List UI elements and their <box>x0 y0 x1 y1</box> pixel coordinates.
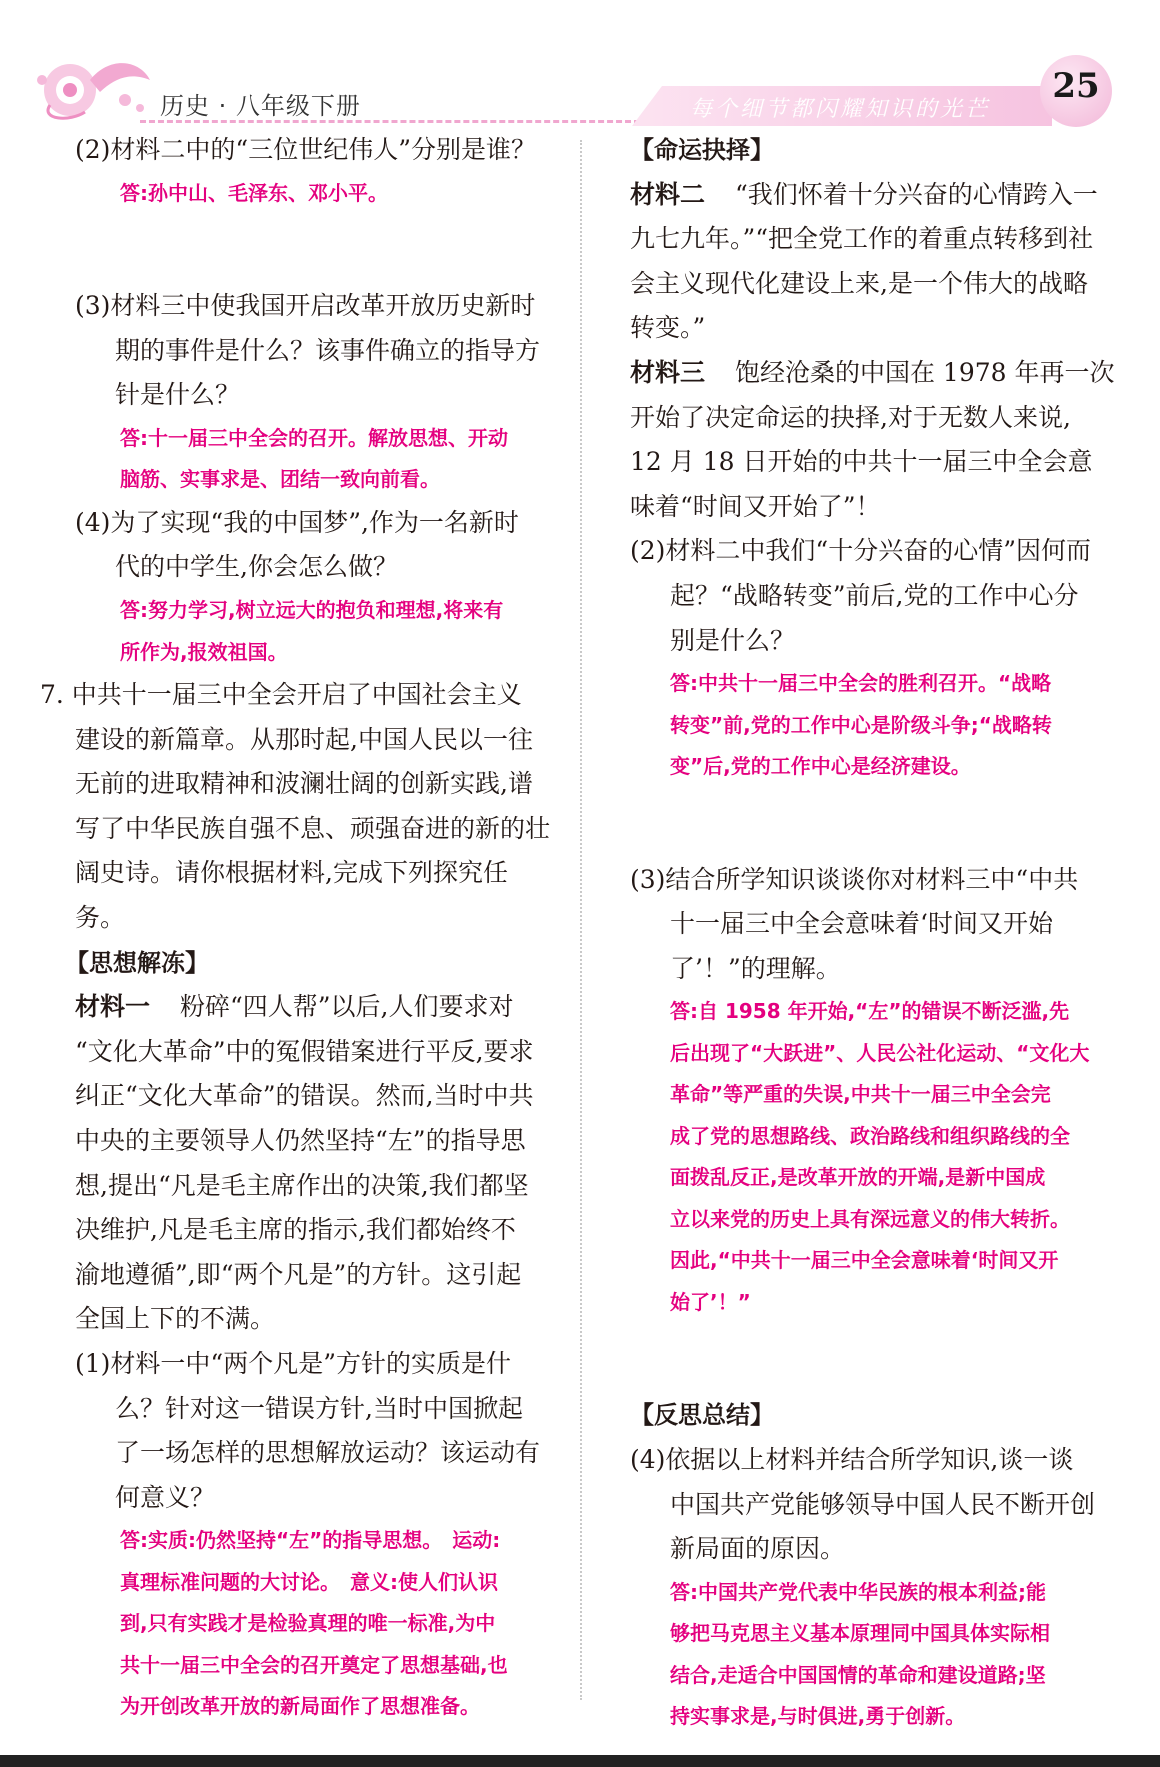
material-paragraph <box>40 985 560 1030</box>
material-text: “我们怀着十分兴奋的心情跨入一 <box>734 179 1098 209</box>
question-text: 写了中华民族自强不息、顽强奋进的新的壮 <box>75 813 551 843</box>
material-text: 开始了决定命运的抉择,对于无数人来说, <box>630 402 1071 432</box>
question-text: (3)材料三中使我国开启改革开放历史新时 <box>75 291 536 321</box>
column-divider <box>580 140 582 1700</box>
question-text: (2)材料二中的“三位世纪伟人”分别是谁？ <box>75 135 536 164</box>
answer-text: 成了党的思想路线、政治路线和组织路线的全 <box>670 1123 1070 1148</box>
question-text: 何意义？ <box>115 1482 216 1512</box>
material-text: 转变。” <box>630 313 706 343</box>
material-paragraph <box>630 351 1120 396</box>
section-title: 【反思总结】 <box>630 1401 774 1430</box>
answer-text: 答:中国共产党代表中华民族的根本利益;能 <box>670 1579 1046 1604</box>
question-text: (3)结合所学知识谈谈你对材料三中“中共 <box>630 864 1079 894</box>
answer-text: 结合,走适合中国国情的革命和建设道路;坚 <box>670 1662 1046 1687</box>
answer-text: 立以来党的历史上具有深远意义的伟大转折。 <box>670 1206 1070 1231</box>
question-text: (4)依据以上材料并结合所学知识,谈一谈 <box>630 1445 1074 1474</box>
answer-text: 脑筋、实事求是、团结一致向前看。 <box>120 467 440 492</box>
material-paragraph <box>630 173 1120 218</box>
answer-text: 变”后,党的工作中心是经济建设。 <box>670 754 971 779</box>
answer-text: 答:实质:仍然坚持“左”的指导思想。 运动: <box>120 1528 501 1553</box>
material-text: 纠正“文化大革命”的错误。然而,当时中共 <box>75 1081 534 1111</box>
question-text: 代的中学生,你会怎么做？ <box>115 552 398 582</box>
answer-text: 因此,“中共十一届三中全会意味着‘时间又开 <box>670 1248 1059 1273</box>
question-text: 新局面的原因。 <box>670 1534 846 1564</box>
answer-text: 革命”等严重的失误,中共十一届三中全会完 <box>670 1082 1051 1107</box>
answer-text: 答:孙中山、毛泽东、邓小平。 <box>120 180 388 205</box>
question-text: 么？针对这一错误方针,当时中国掀起 <box>115 1393 523 1423</box>
material-label: 材料三 <box>630 357 706 387</box>
page-header <box>0 0 1160 130</box>
answer-text: 持实事求是,与时俱进,勇于创新。 <box>670 1704 966 1729</box>
answer-text: 为开创改革开放的新局面作了思想准备。 <box>120 1694 480 1719</box>
answer-text: 转变”前,党的工作中心是阶级斗争;“战略转 <box>670 712 1052 737</box>
material-text: 味着“时间又开始了”！ <box>630 491 881 521</box>
book-label: 历史 · 八年级下册 <box>160 92 361 120</box>
right-column <box>630 128 1120 1738</box>
material-text: 12 月 18 日开始的中共十一届三中全会意 <box>630 447 1093 477</box>
material-text: 饱经沧桑的中国在 1978 年再一次 <box>734 357 1115 387</box>
answer-text: 够把马克思主义基本原理同中国具体实际相 <box>670 1621 1050 1646</box>
section-title: 【命运抉择】 <box>630 136 774 164</box>
question-text: 了一场怎样的思想解放运动？该运动有 <box>115 1438 541 1468</box>
question-text: 了’！”的理解。 <box>670 953 841 983</box>
answer-text: 所作为,报效祖国。 <box>120 639 288 664</box>
question-text: 别是什么？ <box>670 625 796 655</box>
material-text: “文化大革命”中的冤假错案进行平反,要求 <box>75 1036 534 1066</box>
material-text: 渝地遵循”,即“两个凡是”的方针。这引起 <box>75 1259 522 1289</box>
question-text: 7. 中共十一届三中全会开启了中国社会主义 <box>40 680 522 710</box>
question-text: 阔史诗。请你根据材料,完成下列探究任 <box>75 858 508 888</box>
bottom-bar <box>0 1755 1160 1767</box>
answer-text: 始了’！” <box>670 1289 751 1314</box>
material-label: 材料一 <box>75 992 151 1022</box>
answer-text: 答:努力学习,树立远大的抱负和理想,将来有 <box>120 598 504 623</box>
answer-text: 到,只有实践才是检验真理的唯一标准,为中 <box>120 1611 496 1636</box>
section-title: 【思想解冻】 <box>65 948 209 977</box>
material-text: 会主义现代化建设上来,是一个伟大的战略 <box>630 268 1088 298</box>
answer-text: 答:中共十一届三中全会的胜利召开。“战略 <box>670 671 1052 696</box>
question-text: 无前的进取精神和波澜壮阔的创新实践,谱 <box>75 769 533 799</box>
material-text: 中央的主要领导人仍然坚持“左”的指导思 <box>75 1126 526 1155</box>
material-text: 九七九年。”“把全党工作的着重点转移到社 <box>630 224 1094 254</box>
question-text: 起？“战略转变”前后,党的工作中心分 <box>670 580 1079 610</box>
left-column <box>40 128 560 1728</box>
answer-text: 面拨乱反正,是改革开放的开端,是新中国成 <box>670 1165 1046 1190</box>
answer-text: 答:自 1958 年开始,“左”的错误不断泛滥,先 <box>670 999 1070 1024</box>
material-text: 决维护,凡是毛主席的指示,我们都始终不 <box>75 1215 516 1245</box>
question-text: (4)为了实现“我的中国梦”,作为一名新时 <box>75 507 519 537</box>
answer-text: 后出现了“大跃进”、人民公社化运动、“文化大 <box>670 1040 1090 1065</box>
header-dashed-line <box>140 120 640 123</box>
question-text: 针是什么？ <box>115 380 241 410</box>
floral-ornament-icon <box>30 50 160 125</box>
answer-text: 共十一届三中全会的召开奠定了思想基础,也 <box>120 1652 508 1677</box>
question-text: 十一届三中全会意味着‘时间又开始 <box>670 909 1053 939</box>
motto-text: 每个细节都闪耀知识的光芒 <box>690 97 991 122</box>
material-label: 材料二 <box>630 179 706 209</box>
material-text: 粉碎“四人帮”以后,人们要求对 <box>179 992 514 1022</box>
answer-text: 真理标准问题的大讨论。 意义:使人们认识 <box>120 1569 498 1594</box>
material-text: 全国上下的不满。 <box>75 1304 276 1334</box>
question-text: (1)材料一中“两个凡是”方针的实质是什 <box>75 1348 511 1378</box>
answer-text: 答:十一届三中全会的召开。解放思想、开动 <box>120 425 508 450</box>
question-text: 中国共产党能够领导中国人民不断开创 <box>670 1489 1096 1519</box>
question-text: 务。 <box>75 903 126 933</box>
page-number: 25 <box>1052 66 1100 106</box>
material-text: 想,提出“凡是毛主席作出的决策,我们都坚 <box>75 1170 529 1200</box>
question-text: 建设的新篇章。从那时起,中国人民以一往 <box>75 724 533 754</box>
question-text: 期的事件是什么？该事件确立的指导方 <box>115 335 541 365</box>
question-text: (2)材料二中我们“十分兴奋的心情”因何而 <box>630 536 1091 566</box>
